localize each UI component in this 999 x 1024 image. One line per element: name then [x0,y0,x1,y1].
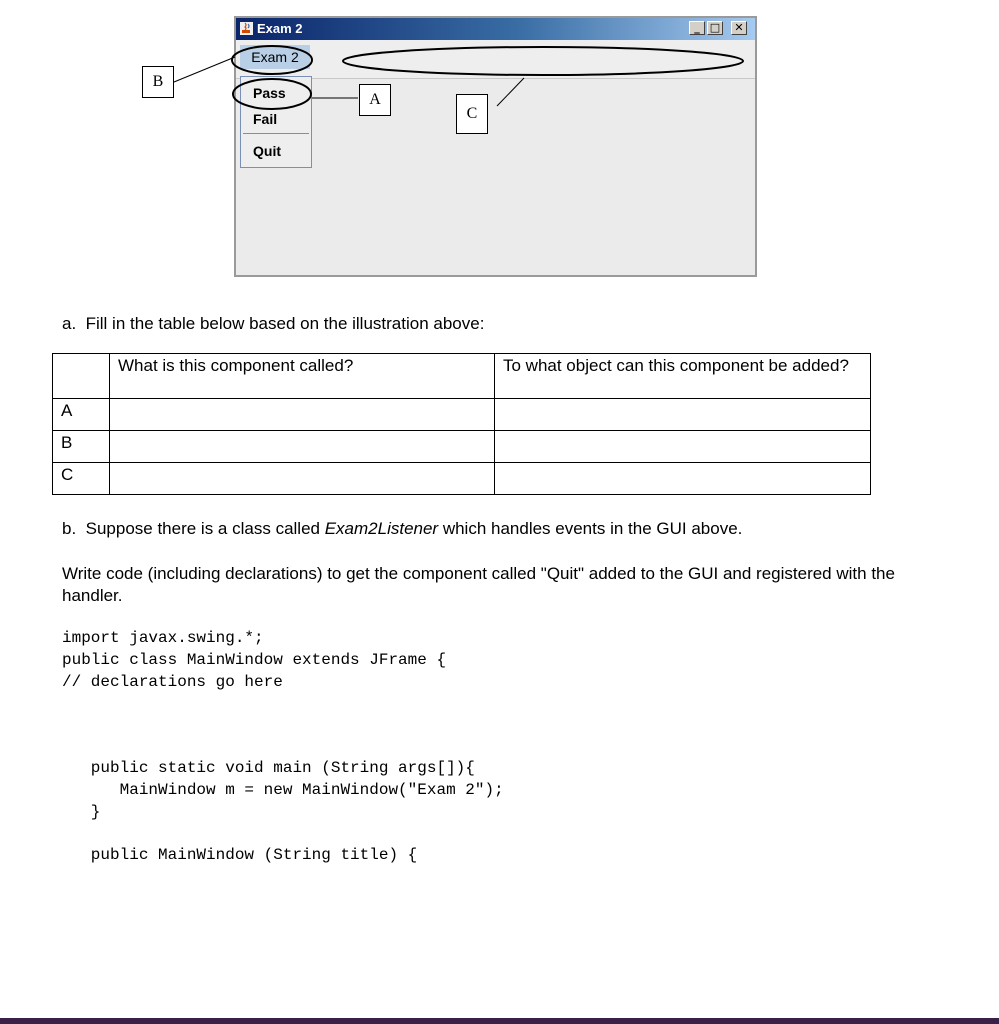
listener-class-name: Exam2Listener [324,519,439,538]
menu-item-fail[interactable]: Fail [253,111,278,127]
table-header-row [53,354,871,399]
code-line: public MainWindow (String title) { [62,846,418,864]
maximize-button[interactable]: □ [707,21,723,35]
menu-item-pass[interactable]: Pass [253,85,286,101]
code-line: } [62,803,101,821]
footer-bar [0,1018,999,1024]
answer-cell[interactable] [110,431,495,463]
table-header-cell: What is this component called? [110,354,495,399]
callout-c: C [456,94,488,134]
question-b-text [62,518,742,540]
code-line: import javax.swing.*; [62,629,264,647]
leader-line-b [174,57,235,82]
answer-cell[interactable] [110,399,495,431]
menu-exam-2[interactable]: Exam 2 [240,45,310,69]
question-b-instruction: Write code (including declarations) to get the component called "Quit" added to the GUI and registered with the handler. [62,564,895,605]
table-row [53,463,871,495]
row-label: B [53,431,110,463]
table-row [53,399,871,431]
callout-a: A [359,84,391,116]
table-header-cell [53,354,110,399]
question-b-prefix: b. Suppose there is a class called [62,519,325,538]
code-line: MainWindow m = new MainWindow("Exam 2"); [62,781,504,799]
ellipse-menu-bar [343,47,743,75]
annotation-overlay [0,0,999,300]
ellipse-menu-item [233,79,311,109]
answer-cell[interactable] [495,463,871,495]
ellipse-menu [232,46,312,74]
answer-cell[interactable] [495,431,871,463]
answer-cell[interactable] [110,463,495,495]
menu-item-quit[interactable]: Quit [253,143,281,159]
row-label: A [53,399,110,431]
table-row [53,431,871,463]
code-line: public static void main (String args[]){ [62,759,475,777]
callout-b: B [142,66,174,98]
minimize-button[interactable]: _ [689,21,705,35]
table-header-cell: To what object can this component be added? [495,354,871,399]
code-line: public class MainWindow extends JFrame { [62,651,447,669]
answer-table [52,353,871,495]
code-comment: // declarations go here [62,673,283,691]
row-label: C [53,463,110,495]
answer-cell[interactable] [495,399,871,431]
close-button[interactable]: ✕ [731,21,747,35]
question-b-suffix: which handles events in the GUI above. [438,519,743,538]
question-a-text: a. Fill in the table below based on the illustration above: [62,314,485,333]
leader-line-c [497,78,524,106]
window-title: Exam 2 [257,21,303,36]
